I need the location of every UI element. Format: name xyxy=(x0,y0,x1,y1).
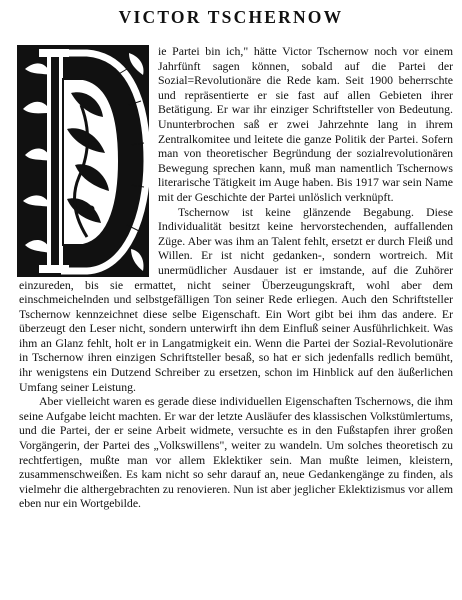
article-body xyxy=(19,44,453,511)
page-title: VICTOR TSCHERNOW xyxy=(118,7,344,27)
paragraph: ie Partei bin ich," hätte Victor Tschernow noch vor einem Jahrfünft sagen können, sobald auf die Partei der Sozial=Revolutionäre die Rede kam. Seit 1900 beherrschte und repräsentierte er sie fast auf allen Gebieten ihrer Betätigung. Er war ihr einziger Schriftsteller von Bedeutung. Ununterbrochen saß er zwei Jahrzehnte lang in ihrem Zentralkomitee und leitete die ganze Politik der Partei. Sofern man von theoretischer Begründung der sozialrevolutionären Bewegung sprechen kann, muß man namentlich Tschernows literarische Tätigkeit im Auge haben. Bis 1917 war sein Name mit der Geschichte der Partei unlöslich verknüpft. xyxy=(158,44,453,204)
paragraph: Tschernow ist keine glänzende Begabung. Diese Individualität besitzt keine hervorstechenden, auffallenden Züge. Aber was ihm an Talent fehlt, ersetzt er durch Fleiß und Willen. Er ist nicht gedanken-, sondern wortreich. Mit unermüdlicher Ausdauer ist er imstande, auf die Zuhörer einzureden, bis sie ermattet, nicht seiner Überzeugungskraft, wohl aber dem einschmeichelnden und selbstgefälligen Ton seiner Rede erliegen. Auch den Schriftsteller Tschernow kennzeichnet diese selbe Eigenschaft. Ein Wort gibt bei ihm das andere. Er überzeugt den Leser nicht, sondern unterwirft ihn dem Einfluß seiner Ausführlichkeit. Was ihm an Glanz fehlt, holt er in Langatmigkeit ein. Wenn die Partei der Sozial-Revolutionäre in Tschernow ihren einzigen Schriftsteller besaß, so hat er sich jedenfalls redlich bemüht, ihr wenigstens ein Dutzend Schreiber zu ersetzen, schon im Hinblick auf den äußerlichen Umfang seiner Leistung. xyxy=(19,204,453,394)
decorative-initial-d xyxy=(17,45,149,277)
paragraph: Aber vielleicht waren es gerade diese individuellen Eigenschaften Tschernows, die ihm seine Aufgabe leicht machten. Er war der letzte Ausläufer des klassischen Volkstümlertums, und die Partei, der er seine Arbeit widmete, versuchte es in den Fußstapfen ihrer großen Vorgängerin, der Partei des „Volkswillens", weiter zu wandeln. Um solches theoretisch zu rechtfertigen, mußte man vor allem Eklektiker sein. Man mußte leimen, kleistern, zusammenschweißen. Es kam nicht so sehr darauf an, neue Gedankengänge zu finden, als vielmehr die althergebrachten zu renovieren. Nun ist aber jeglicher Eklektizismus vor allem eben nur ein Wortgebilde. xyxy=(19,394,453,511)
